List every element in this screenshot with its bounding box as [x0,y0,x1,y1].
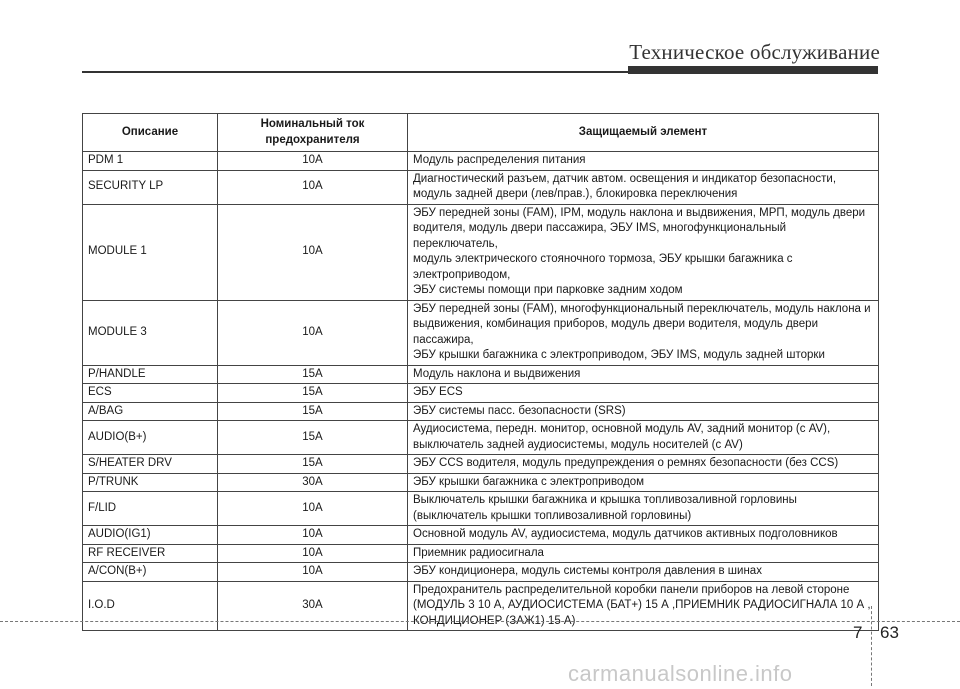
protected-component-cell: Модуль распределения питания [408,152,879,171]
table-row [83,402,879,421]
table-row [83,421,879,455]
table-row [83,526,879,545]
table-row [83,384,879,403]
protected-component-cell: ЭБУ кондиционера, модуль системы контроля давления в шинах [408,563,879,582]
fuse-rating-cell: 10A [218,492,408,526]
fuse-name-cell: SECURITY LP [83,170,218,204]
fuse-rating-cell: 15A [218,402,408,421]
fuse-rating-cell: 30A [218,581,408,631]
watermark: carmanualsonline.info [568,661,793,686]
header-rule [82,71,632,73]
column-header-description: Описание [83,114,218,152]
table-row [83,492,879,526]
fuse-rating-cell: 10A [218,526,408,545]
fuse-rating-cell: 10A [218,300,408,365]
fuse-name-cell: MODULE 1 [83,204,218,300]
protected-component-cell: Диагностический разъем, датчик автом. освещения и индикатор безопасности, модуль задней двери (лев/прав.), блокировка переключения [408,170,879,204]
footer-rule [0,621,960,622]
fuse-name-cell: P/HANDLE [83,365,218,384]
fuse-rating-cell: 10A [218,152,408,171]
fuse-name-cell: S/HEATER DRV [83,455,218,474]
column-header-component: Защищаемый элемент [408,114,879,152]
header-rule-accent [628,66,878,74]
protected-component-cell: ЭБУ системы пасс. безопасности (SRS) [408,402,879,421]
fuse-name-cell: I.O.D [83,581,218,631]
fuse-name-cell: PDM 1 [83,152,218,171]
fuse-rating-cell: 10A [218,204,408,300]
table-row [83,563,879,582]
fuse-table [82,113,879,631]
protected-component-cell: ЭБУ передней зоны (FAM), многофункциональный переключатель, модуль наклона и выдвижения, комбинация приборов, модуль двери водителя, модуль двери пассажира, ЭБУ крышки багажника с электроприводом, ЭБУ IMS, модуль задней шторки [408,300,879,365]
table-body [83,152,879,631]
protected-component-cell: ЭБУ ECS [408,384,879,403]
protected-component-cell: Аудиосистема, передн. монитор, основной модуль AV, задний монитор (с AV), выключатель задней аудиосистемы, модуль носителей (с AV) [408,421,879,455]
fuse-name-cell: AUDIO(B+) [83,421,218,455]
fuse-rating-cell: 15A [218,421,408,455]
fuse-rating-cell: 10A [218,544,408,563]
fuse-name-cell: AUDIO(IG1) [83,526,218,545]
fuse-name-cell: A/BAG [83,402,218,421]
table-row [83,365,879,384]
fuse-name-cell: MODULE 3 [83,300,218,365]
table-header-row [83,114,879,152]
column-header-rating: Номинальный ток предохранителя [218,114,408,152]
protected-component-cell: ЭБУ CCS водителя, модуль предупреждения о ремнях безопасности (без CCS) [408,455,879,474]
table-row [83,170,879,204]
section-title: Техническое обслуживание [629,40,880,64]
protected-component-cell: ЭБУ крышки багажника с электроприводом [408,473,879,492]
protected-component-cell: Выключатель крышки багажника и крышка топливозаливной горловины (выключатель крышки топливозаливной горловины) [408,492,879,526]
fuse-name-cell: RF RECEIVER [83,544,218,563]
chapter-number: 7 [853,623,863,642]
protected-component-cell: Предохранитель распределительной коробки панели приборов на левой стороне (МОДУЛЬ 3 10 А, АУДИОСИСТЕМА (БАТ+) 15 А ,ПРИЕМНИК РАДИОСИГНАЛА 10 А , КОНДИЦИОНЕР (ЗАЖ1) 15 А) [408,581,879,631]
fuse-name-cell: P/TRUNK [83,473,218,492]
protected-component-cell: Приемник радиосигнала [408,544,879,563]
table-row [83,473,879,492]
table-row [83,581,879,631]
protected-component-cell: ЭБУ передней зоны (FAM), IPM, модуль наклона и выдвижения, МРП, модуль двери водителя, модуль двери пассажира, ЭБУ IMS, многофункциональный переключатель, модуль электрического стояночного тормоза, ЭБУ крышки багажника с электроприводом, ЭБУ системы помощи при парковке задним ходом [408,204,879,300]
fuse-rating-cell: 15A [218,365,408,384]
fuse-rating-cell: 10A [218,170,408,204]
fuse-rating-cell: 10A [218,563,408,582]
fuse-rating-cell: 15A [218,455,408,474]
page-divider [871,606,872,686]
page-number: 63 [880,623,899,642]
protected-component-cell: Модуль наклона и выдвижения [408,365,879,384]
protected-component-cell: Основной модуль AV, аудиосистема, модуль датчиков активных подголовников [408,526,879,545]
table-row [83,204,879,300]
table-row [83,455,879,474]
fuse-rating-cell: 30A [218,473,408,492]
table-row [83,300,879,365]
fuse-name-cell: F/LID [83,492,218,526]
fuse-name-cell: ECS [83,384,218,403]
table-row [83,152,879,171]
fuse-rating-cell: 15A [218,384,408,403]
fuse-name-cell: A/CON(B+) [83,563,218,582]
table-row [83,544,879,563]
